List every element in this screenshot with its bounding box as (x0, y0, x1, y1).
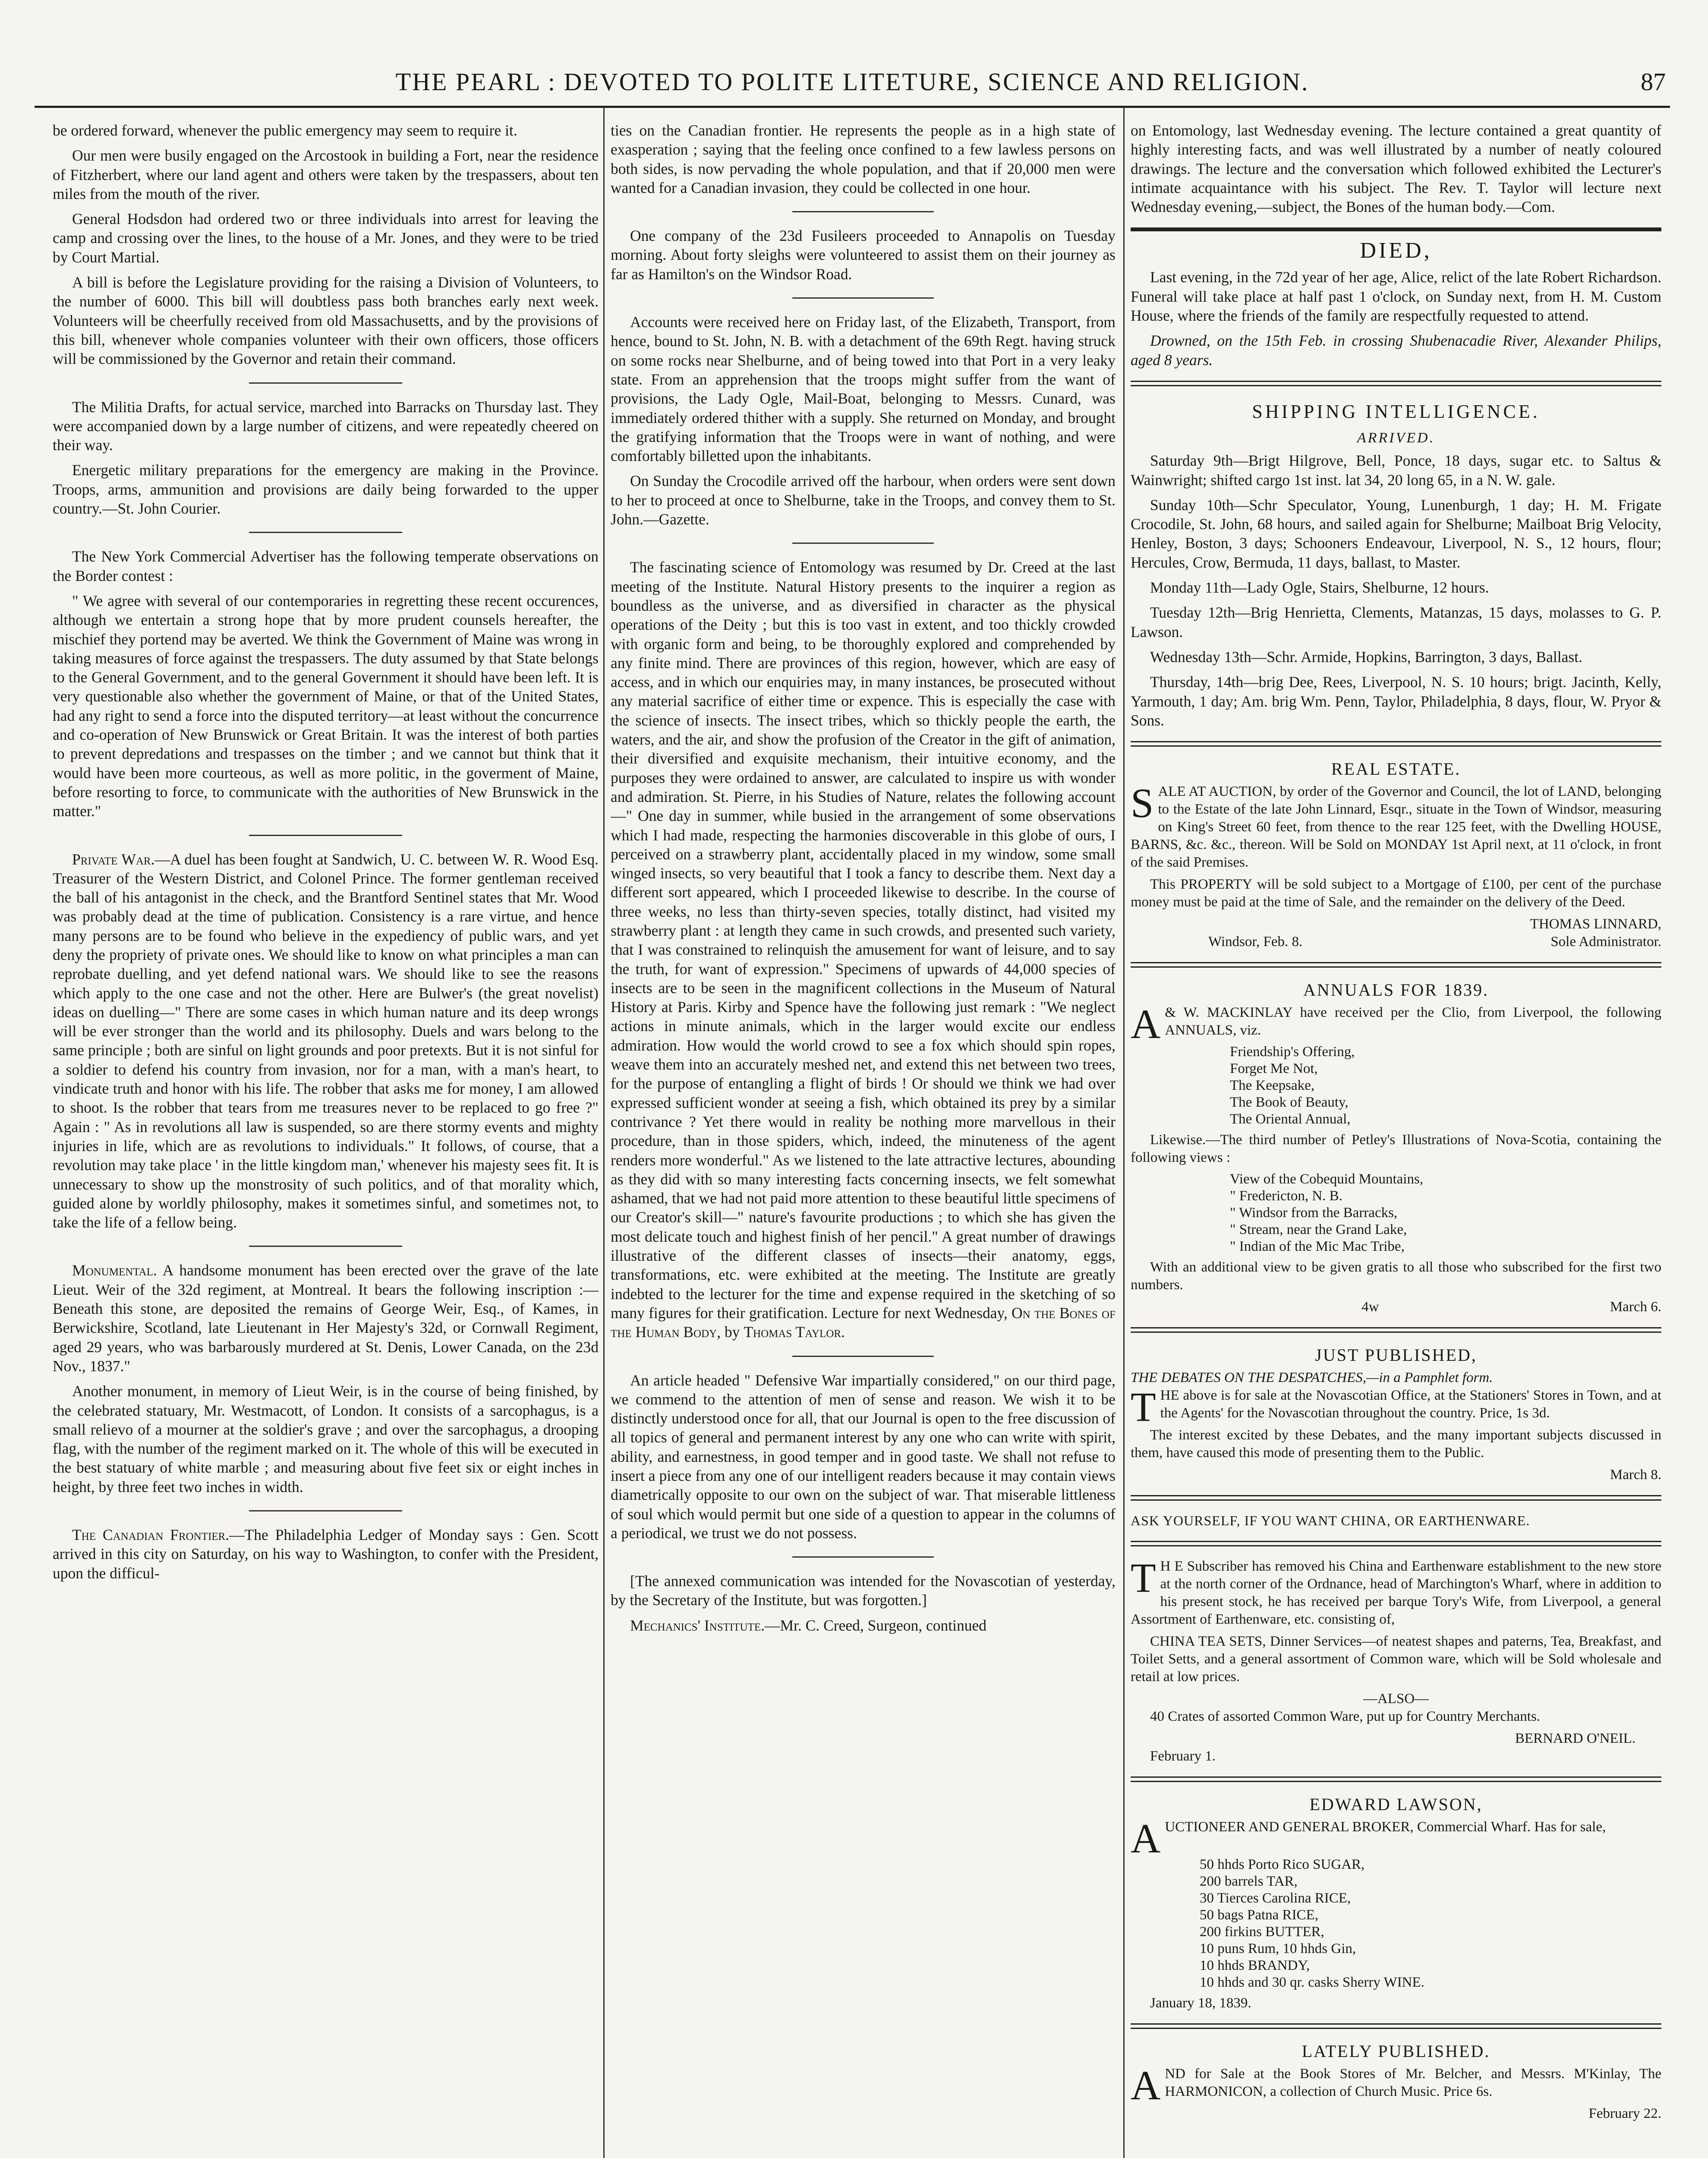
ad-date: March 8. (1610, 1467, 1661, 1483)
china-ad (1131, 1512, 1661, 1765)
list-item: 30 Tierces Carolina RICE, (1200, 1890, 1351, 1906)
real-estate-ad (1131, 758, 1661, 951)
lawson-ad (1131, 1793, 1661, 2012)
article-paragraph: A bill is before the Legislature providing for the raising a Division of Volunteers, to the number of 6000. This bill will doubtless pass both branches early next week. Volunteers will be cheerfully received from old Massachusetts, and by the provisions of this bill, whenever whole companies volunteer with their own officers, those officers will be commissioned by the Governor and retain their command. (53, 274, 599, 368)
masthead-title: THE PEARL : DEVOTED TO POLITE LITETURE, SCIENCE AND RELIGION. (395, 68, 1309, 96)
ad-heading: LATELY PUBLISHED. (1301, 2041, 1491, 2061)
separator (249, 835, 402, 836)
list-item: 200 firkins BUTTER, (1200, 1924, 1324, 1940)
column-rule (1123, 108, 1125, 2158)
lead-in: Mechanics' Institute. (630, 1616, 765, 1634)
column-1 (53, 121, 599, 2158)
list-item: " Stream, near the Grand Lake, (1230, 1222, 1407, 1238)
ad-text: H E Subscriber has removed his China and Earthenware establishment to the new store at the north corner of the Ordnance, head of Marchington's Wharf, where in addition to his present stock, he has received per barque Tory's Wife, from Liverpool, a general Assortment of Earthenware, etc. consisting of, (1131, 1559, 1661, 1628)
article-text: —A duel has been fought at Sandwich, U. C. between W. R. Wood Esq. Treasurer of the Western District, and Colonel Prince. The former gentleman received the ball of his antagonist in the check, and the Brantford Sentinel states that Mr. Wood was probably dead at the time of publication. Consistency is a rare virtue, and hence many persons are to be found who believe in the expediency of public wars, and yet deny the propriety of private ones. We should like to know on what principles a man can reprobate duelling, and yet defend national wars. We should like to see the reasons which apply to the one case and not the other. Here are Bulwer's (the great novelist) ideas on duelling—" There are some cases in which human nature and its deep wrongs will be ever stronger than the world and its philosophy. Duels and wars belong to the same principle ; both are sinful on light grounds and poor pretexts. But it is not sinful for a soldier to defend his country from invasion, nor for a man, with a man's heart, to vindicate truth and honor with his life. The robber that asks me for money, I am allowed to shoot. Is the robber that tears from me treasures never to be replaced to go free ?" Again : " As in revolutions all law is suspended, so are there stormy events and mighty injuries in life, which are as revolutions to individuals." It follows, of course, that a revolution may take place ' in the little kingdom man,' whenever his majesty sees fit. It is unnecessary to show up the monstrosity of such politics, and of that morality which, guided alone by worldly philosophy, makes it sometimes sinful, and sometimes not, to take the life of a fellow being. (53, 850, 599, 1231)
article-paragraph (53, 1525, 599, 1583)
drop-cap: S (1131, 780, 1154, 827)
ad-date: March 6. (1610, 1299, 1661, 1315)
ad-heading: REAL ESTATE. (1331, 759, 1461, 779)
ad-code: 4w (1361, 1299, 1379, 1315)
list-item: 50 bags Patna RICE, (1200, 1907, 1318, 1923)
article-text: A handsome monument has been erected over the grave of the late Lieut. Weir of the 32d regiment, at Montreal. It bears the following inscription :—Beneath this stone, are deposited the remains of George Weir, Esq., of Kames, in Berwickshire, Scotland, late Lieutenant in Her Majesty's 32d, or Cornwall Regiment, aged 29 years, who was barbarously murdered at St. Denis, Lower Canada, on the 23d Nov., 1837." (53, 1262, 599, 1375)
article-paragraph: Accounts were received here on Friday last, of the Elizabeth, Transport, from hence, bound to St. John, N. B. with a detachment of the 69th Regt. having struck on some rocks near Shelburne, and of being towed into that Port in a very leaky state. From an apprehension that the troops might suffer from the want of provisions, the Lady Ogle, Mail-Boat, belonging to Messrs. Cunard, was immediately ordered thither with a supply. She returned on Monday, and brought the gratifying information that the Troops were in want of nothing, and were comfortably billetted upon the inhabitants. (611, 313, 1116, 465)
article-paragraph: Another monument, in memory of Lieut Weir, is in the course of being finished, by the celebrated statuary, Mr. Westmacott, of London. It consists of a sarcophagus, is a small relievo of a mourner at the soldier's grave ; and over the sarcophagus, a drooping flag, with the number of the regiment marked on it. The whole of this will be executed in the best statuary of white marble ; and measuring about five feet six or eight inches in height, by three feet two inches in width. (53, 1382, 599, 1495)
separator (792, 211, 934, 212)
lately-published-ad (1131, 2040, 1661, 2123)
goods-list (1200, 1856, 1661, 1991)
separator (792, 297, 934, 299)
article-text: The fascinating science of Entomology was resumed by Dr. Creed at the last meeting of the Institute. Natural History presents to the inquirer a region as boundless as the universe, and as diversified in character as the physical operations of the Deity ; but this is too vast in extent, and too thickly crowded with organic form and being, to be thoroughly explored and comprehended by any finite mind. There are provinces of this region, however, which are easy of access, and in which our enquiries may, in many instances, be prosecuted without any material sacrifice of either time or expence. This is especially the case with the science of insects. The insect tribes, which so thickly people the earth, the waters, and the air, and show the profusion of the Creator in the gift of animation, their diversified and exquisite mechanism, their intuitive economy, and the purposes they were ordained to answer, are calculated to inspire us with wonder and admiration. St. Pierre, in his Studies of Nature, relates the following account—" One day in summer, while busied in the arrangement of some observations which I had made, respecting the harmonies discoverable in this globe of ours, I perceived on a strawberry plant, accidentally placed in my window, some small winged insects, so very beautiful that I took a fancy to describe them. Next day a different sort appeared, which I proceeded likewise to describe. In the course of three weeks, no less than thirty-seven species, totally distinct, had visited my strawberry plant : at length they came in such crowds, and presented such variety, that I was constrained to relinquish the amusement for want of leisure, and to say the truth, for want of expression." Specimens of upwards of 44,000 species of insects are to be seen in the magnificent collections in the Museum of Natural History at Paris. Kirby and Spence have the following just remark : "We neglect actions in minute animals, which in the larger would excite our endless admiration. How would the world crowd to see a fox which should spin ropes, weave them into an accurately meshed net, and extend this net between two trees, for the purpose of entangling a flight of birds ! Or should we think we had over expressed sufficient wonder at seeing a fish, which obtained its prey by a similar contrivance ? Yet there would in reality be nothing more marvellous in their procedure, than in those spiders, which, indeed, the minuteness of the agent renders more wonderful." As we listened to the late attractive lectures, abounding as they did with so many interesting facts concerning insects, we felt somewhat ashamed, that we had not paid more attention to these beautiful little specimens of our Creator's skill—" nature's favourite productions ; to which she has given the most delicate touch and highest finish of her pencil." A great number of drawings illustrative of the different classes of insects—their anatomy, eggs, transformations, etc. were exhibited at the meeting. The Institute are greatly indebted to the lecturer for the time and expense required in the sketching of so many figures for their gratification. Lecture for next Wednesday, (611, 558, 1116, 1322)
list-item: Friendship's Offering, (1230, 1044, 1355, 1060)
article-paragraph (53, 850, 599, 1232)
ad-text: Likewise.—The third number of Petley's Illustrations of Nova-Scotia, containing the following views : (1131, 1132, 1661, 1166)
article-paragraph: General Hodsdon had ordered two or three individuals into arrest for leaving the camp and crossing over the lines, to the house of a Mr. Jones, and they were to be tried by Court Martial. (53, 210, 599, 266)
article-paragraph: An article headed " Defensive War impartially considered," on our third page, we commend to the attention of men of sense and reason. We wish it to be distinctly understood once for all, that our Journal is open to the free discussion of all topics of general and permanent interest by any one who can write with spirit, ability, and earnestness, in good temper and in good taste. We shall not refuse to insert a piece from any one of our intelligent readers because it may contain views diametrically opposite to our own on the subject of war. That miserable littleness of soul which would permit but one side of a question to appear in the columns of a periodical, we trust we do not possess. (611, 1371, 1116, 1542)
separator (1131, 1495, 1661, 1501)
lecturer-name: Thomas Taylor. (744, 1323, 845, 1341)
ad-signature: BERNARD O'NEIL. (1515, 1731, 1636, 1747)
ad-text: With an additional view to be given gratis to all those who subscribed for the first two numbers. (1131, 1259, 1661, 1293)
masthead (35, 65, 1670, 108)
article-paragraph: be ordered forward, whenever the public emergency may seem to require it. (53, 122, 517, 139)
lecture-title: On the Bones of the Human Body, (611, 1304, 1116, 1341)
article-text: —The Philadelphia Ledger of Monday says : Gen. Scott arrived in this city on Saturday, on his way to Washington, to confer with the President, upon the difficul- (53, 1526, 599, 1582)
ad-place: Windsor, Feb. 8. (1208, 934, 1303, 950)
list-item: The Keepsake, (1230, 1078, 1315, 1094)
ad-text: The interest excited by these Debates, and the many important subjects discussed in them, have caused this mode of presenting them to the Public. (1131, 1427, 1661, 1461)
drop-cap: A (1131, 1001, 1161, 1047)
ad-footer (1131, 1298, 1661, 1316)
separator (1131, 1776, 1661, 1782)
ad-also: —ALSO— (1363, 1691, 1429, 1707)
article-paragraph: One company of the 23d Fusileers proceeded to Annapolis on Tuesday morning. About forty sleighs were volunteered to assist them on their journey as far as Hamilton's on the Windsor Road. (611, 227, 1116, 283)
list-item: Forget Me Not, (1230, 1061, 1318, 1077)
quoted-paragraph: " We agree with several of our contemporaries in regretting these recent occurences, although we entertain a strong hope that by more prudent counsels hereafter, the mischief they portend may be averted. We think the Government of Maine was wrong in taking measures of force against the trespassers. The duty assumed by that State belongs to the General Government, and to the general Government it should have been left. It is very questionable also whether the government of Maine, or that of the United States, had any right to send a force into the disputed territory—at least without the concurrence and co-operation of New Brunswick or Great Britain. It was the interest of both parties to prevent depredations and trespasses on the timber ; and we cannot but think that it would have been more courteous, as well as more politic, in the goverment of Maine, before resorting to force, to communicate with the authorities of New Brunswick in the matter." (53, 592, 599, 820)
shipping-heading: SHIPPING INTELLIGENCE. (1252, 401, 1540, 422)
separator (1131, 1541, 1661, 1546)
list-item: 10 hhds BRANDY, (1200, 1958, 1310, 1974)
article-paragraph (53, 1261, 599, 1376)
annuals-ad (1131, 979, 1661, 1316)
separator (1131, 381, 1661, 386)
shipping-entry: Thursday, 14th—brig Dee, Rees, Liverpool, N. S. 10 hours; brigt. Jacinth, Kelly, Yarmouth, 1 day; Am. brig Wm. Penn, Taylor, Philadelphia, 8 days, flour, W. Pryor & Sons. (1131, 673, 1661, 729)
ad-heading: JUST PUBLISHED, (1315, 1345, 1477, 1365)
shipping-entry: Wednesday 13th—Schr. Armide, Hopkins, Barrington, 3 days, Ballast. (1150, 648, 1582, 666)
ad-text: ALE AT AUCTION, by order of the Governor and Council, the lot of LAND, belonging to the Estate of the late John Linnard, Esqr., situate in the Town of Windsor, measuring on King's Street 60 feet, from thence to the rear 125 feet, with the Dwelling HOUSE, BARNS, &c. &c., thereon. Will be Sold on MONDAY 1st April next, at 11 o'clock, in front of the said Premises. (1131, 784, 1661, 871)
lead-in: The Canadian Frontier. (72, 1526, 230, 1543)
ad-subheading: THE DEBATES ON THE DESPATCHES,—in a Pamphlet form. (1131, 1370, 1493, 1386)
drop-cap: A (1131, 1815, 1161, 1862)
page-number: 87 (1641, 68, 1666, 96)
ad-text: UCTIONEER AND GENERAL BROKER, Commercial Wharf. Has for sale, (1165, 1819, 1606, 1835)
shipping-entry: Saturday 9th—Brigt Hilgrove, Bell, Ponce, 18 days, sugar etc. to Saltus & Wainwright; shifted cargo 1st inst. lat 34, 20 long 65, in a N. W. gale. (1131, 452, 1661, 489)
shipping-entry: Monday 11th—Lady Ogle, Stairs, Shelburne, 12 hours. (1150, 579, 1489, 596)
separator (1131, 227, 1661, 231)
ad-heading: ANNUALS FOR 1839. (1303, 980, 1489, 1000)
list-item: 50 hhds Porto Rico SUGAR, (1200, 1857, 1365, 1873)
ad-heading: ASK YOURSELF, IF YOU WANT CHINA, OR EARTHENWARE. (1131, 1513, 1530, 1529)
separator (1131, 2023, 1661, 2029)
column-3 (1131, 121, 1661, 2158)
list-item: The Book of Beauty, (1230, 1095, 1349, 1111)
list-item: " Windsor from the Barracks, (1230, 1205, 1398, 1221)
just-published-ad (1131, 1344, 1661, 1484)
list-item: " Fredericton, N. B. (1230, 1188, 1342, 1204)
list-item: 10 hhds and 30 qr. casks Sherry WINE. (1200, 1975, 1424, 1991)
ad-date: January 18, 1839. (1150, 1995, 1251, 2011)
views-list (1230, 1171, 1661, 1255)
arrived-subheading: ARRIVED. (1357, 429, 1435, 446)
article-paragraph: Energetic military preparations for the emergency are making in the Province. Troops, arms, ammunition and provisions are daily being forwarded to the upper country.—St. John Courier. (53, 461, 599, 517)
separator (249, 1510, 402, 1511)
ad-signature: THOMAS LINNARD, (1530, 916, 1661, 932)
separator (792, 543, 934, 544)
drop-cap: A (1131, 2062, 1161, 2109)
list-item: View of the Cobequid Mountains, (1230, 1171, 1424, 1187)
article-paragraph (611, 558, 1116, 1341)
column-2 (611, 121, 1116, 2158)
shipping-entry: Sunday 10th—Schr Speculator, Young, Lunenburgh, 1 day; H. M. Frigate Crocodile, St. John, 68 hours, and sailed again for Shelburne; Mailboat Brig Velocity, Henley, Boston, 3 days; Schooners Endeavour, Liverpool, N. S., 12 hours, flour; Hercules, Crow, Bermuda, 11 days, ballast, to Master. (1131, 496, 1661, 571)
list-item: 10 puns Rum, 10 hhds Gin, (1200, 1941, 1356, 1957)
article-paragraph: The New York Commercial Advertiser has the following temperate observations on the Border contest : (53, 548, 599, 584)
ad-date: February 22. (1588, 2106, 1661, 2122)
notice-paragraph: Drowned, on the 15th Feb. in crossing Shubenacadie River, Alexander Philips, aged 8 years. (1131, 332, 1661, 369)
ad-role: Sole Administrator. (1550, 934, 1661, 950)
died-heading: DIED, (1360, 238, 1432, 263)
ad-date: February 1. (1150, 1748, 1216, 1764)
ad-text: This PROPERTY will be sold subject to a Mortgage of £100, per cent of the purchase money must be paid at the time of Sale, and the remainder on the delivery of the Deed. (1131, 877, 1661, 910)
ad-text: ND for Sale at the Book Stores of Mr. Belcher, and Messrs. M'Kinlay, The HARMONICON, a collection of Church Music. Price 6s. (1165, 2066, 1661, 2100)
ad-text: 40 Crates of assorted Common Ware, put up for Country Merchants. (1150, 1709, 1541, 1725)
list-item: The Oriental Annual, (1230, 1111, 1351, 1127)
separator (1131, 1327, 1661, 1333)
column-rule (603, 108, 605, 2158)
shipping-entry: Tuesday 12th—Brig Henrietta, Clements, Matanzas, 15 days, molasses to G. P. Lawson. (1131, 604, 1661, 640)
article-text: by (724, 1323, 740, 1341)
ad-footer (1131, 933, 1661, 951)
separator (1131, 741, 1661, 747)
article-paragraph: On Sunday the Crocodile arrived off the harbour, when orders were sent down to her to proceed at once to Shelburne, take in the Troops, and convey them to St. John.—Gazette. (611, 472, 1116, 528)
separator (249, 382, 402, 384)
article-paragraph: The Militia Drafts, for actual service, marched into Barracks on Thursday last. They were accompanied down by a large number of citizens, and were repeatedly cheered on their way. (53, 398, 599, 454)
lead-in: Private War. (72, 850, 155, 868)
separator (792, 1556, 934, 1558)
article-paragraph (611, 1616, 1116, 1635)
separator (249, 532, 402, 533)
separator (792, 1356, 934, 1357)
ad-text: HE above is for sale at the Novascotian Office, at the Stationers' Stores in Town, and at the Agents' for the Novascotian throughout the country. Price, 1s 3d. (1160, 1388, 1661, 1421)
list-item: " Indian of the Mic Mac Tribe, (1230, 1239, 1405, 1255)
ad-text: & W. MACKINLAY have received per the Clio, from Liverpool, the following ANNUALS, viz. (1165, 1005, 1661, 1038)
separator (1131, 962, 1661, 968)
article-paragraph: on Entomology, last Wednesday evening. The lecture contained a great quantity of highly interesting facts, and was well illustrated by a number of neatly coloured drawings. The lecture and the conversation which followed exhibited the Lecturer's intimate acquaintance with his subject. The Rev. T. Taylor will lecture next Wednesday evening,—subject, the Bones of the human body.—Com. (1131, 122, 1661, 216)
drop-cap: T (1131, 1384, 1156, 1430)
lead-in: Monumental. (72, 1262, 157, 1279)
article-paragraph: ties on the Canadian frontier. He represents the people as in a high state of exasperation ; saying that the feeling once confined to a few lawless persons on both sides, is now pervading the whole population, and that if 20,000 men were wanted for a Canadian invasion, they could be collected in one hour. (611, 122, 1116, 196)
ad-text: CHINA TEA SETS, Dinner Services—of neatest shapes and paterns, Tea, Breakfast, and Toilet Setts, and a general assortment of Common ware, which will be Sold wholesale and retail at low prices. (1131, 1634, 1661, 1685)
drop-cap: T (1131, 1555, 1156, 1601)
separator (249, 1246, 402, 1247)
notice-paragraph: Last evening, in the 72d year of her age, Alice, relict of the late Robert Richardson. Funeral will take place at half past 1 o'clock, on Sunday next, from H. M. Custom House, where the friends of the family are respectfully requested to attend. (1131, 268, 1661, 325)
article-paragraph: Our men were busily engaged on the Arcostook in building a Fort, near the residence of Fitzherbert, where our land agent and others were taken by the trespassers, about ten miles from the mouth of the river. (53, 147, 599, 202)
list-item: 200 barrels TAR, (1200, 1874, 1298, 1890)
ad-heading: EDWARD LAWSON, (1309, 1795, 1483, 1814)
article-text: —Mr. C. Creed, Surgeon, continued (764, 1616, 987, 1634)
annuals-list (1230, 1044, 1661, 1128)
editorial-note: [The annexed communication was intended for the Novascotian of yesterday, by the Secretary of the Institute, but was forgotten.] (611, 1572, 1116, 1609)
